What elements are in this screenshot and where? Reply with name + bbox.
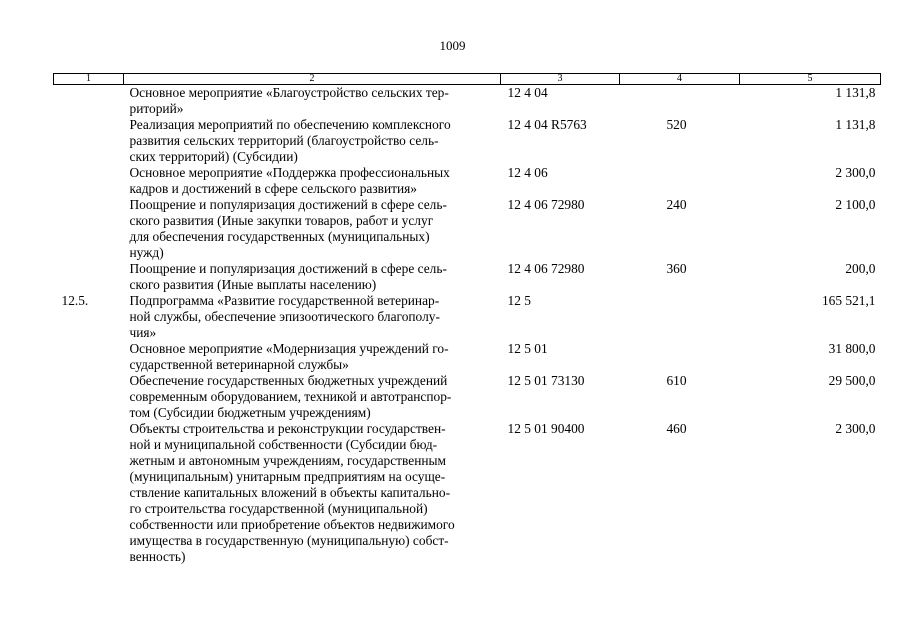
row-name-line: сударственной ветеринарной службы» (129, 357, 349, 372)
row-name-line: ной службы, обеспечение эпизоотического благополу- (129, 309, 440, 324)
row-amount: 29 500,0 (828, 373, 876, 388)
column-header-1: 1 (54, 74, 124, 85)
row-amount: 200,0 (845, 261, 876, 276)
column-header-5: 5 (740, 74, 881, 85)
row-number (54, 117, 124, 165)
row-name-line: современным оборудованием, техникой и автотранспор- (129, 389, 452, 404)
row-name (124, 341, 501, 373)
row-expense-type (620, 293, 740, 341)
table-row (54, 165, 881, 197)
row-name-line: собственности или приобретение объектов недвижимого (129, 517, 455, 532)
row-amount: 1 131,8 (835, 117, 876, 132)
row-name-line: венность) (129, 549, 186, 564)
table-header (54, 74, 881, 85)
column-header-4: 4 (620, 74, 740, 85)
row-number (54, 421, 124, 565)
table-body (54, 85, 881, 566)
table-row (54, 341, 881, 373)
row-expense-type: 610 (666, 373, 687, 388)
row-expense-type: 520 (666, 117, 687, 132)
row-number (54, 261, 124, 293)
row-name (124, 373, 501, 421)
row-expense-type: 360 (666, 261, 687, 276)
table-row (54, 85, 881, 118)
row-name-line: го строительства государственной (муниципальной) (129, 501, 428, 516)
row-amount: 2 300,0 (835, 165, 876, 180)
row-name (124, 197, 501, 261)
row-name-line: Объекты строительства и реконструкции государствен- (129, 421, 446, 436)
row-name-line: развития сельских территорий (благоустройство сель- (129, 133, 439, 148)
row-name-line: Основное мероприятие «Модернизация учреждений го- (129, 341, 449, 356)
row-code: 12 4 06 72980 (507, 261, 585, 276)
row-expense-type (620, 165, 740, 197)
row-name-line: ских территорий) (Субсидии) (129, 149, 298, 164)
row-name-line: жетным и автономным учреждениям, государственным (129, 453, 447, 468)
row-number (54, 165, 124, 197)
row-name-line: кадров и достижений в сфере сельского развития» (129, 181, 417, 196)
row-name-line: ной и муниципальной собственности (Субсидии бюд- (129, 437, 438, 452)
row-amount: 31 800,0 (828, 341, 876, 356)
row-name (124, 293, 501, 341)
row-name-line: Обеспечение государственных бюджетных учреждений (129, 373, 448, 388)
row-name (124, 165, 501, 197)
row-name-line: Основное мероприятие «Благоустройство сельских тер- (129, 85, 449, 100)
column-header-3: 3 (501, 74, 620, 85)
row-name-line: Подпрограмма «Развитие государственной ветеринар- (129, 293, 440, 308)
row-code: 12 4 06 72980 (507, 197, 585, 212)
row-name-line: чия» (129, 325, 157, 340)
row-name-line: том (Субсидии бюджетным учреждениям) (129, 405, 371, 420)
table-row (54, 117, 881, 165)
row-code: 12 4 06 (507, 165, 548, 180)
row-name-line: нужд) (129, 245, 164, 260)
row-name-line: имущества в государственную (муниципальную) собст- (129, 533, 449, 548)
row-expense-type: 460 (666, 421, 687, 436)
row-name-line: ского развития (Иные выплаты населению) (129, 277, 377, 292)
row-name-line: (муниципальным) унитарным предприятиям на осуще- (129, 469, 446, 484)
row-name (124, 421, 501, 565)
row-amount: 1 131,8 (835, 85, 876, 100)
table-row (54, 261, 881, 293)
row-name-line: Основное мероприятие «Поддержка профессиональных (129, 165, 450, 180)
row-code: 12 5 01 73130 (507, 373, 585, 388)
row-code: 12 5 01 (507, 341, 548, 356)
row-amount: 2 100,0 (835, 197, 876, 212)
row-name (124, 261, 501, 293)
row-expense-type: 240 (666, 197, 687, 212)
table-row (54, 197, 881, 261)
table-row (54, 293, 881, 341)
row-number: 12.5. (61, 293, 89, 308)
row-number (54, 341, 124, 373)
row-name-line: Реализация мероприятий по обеспечению комплексного (129, 117, 451, 132)
row-number (54, 373, 124, 421)
row-number (54, 85, 124, 118)
column-header-2: 2 (124, 74, 501, 85)
row-name (124, 85, 501, 118)
row-name-line: Поощрение и популяризация достижений в сфере сель- (129, 261, 447, 276)
column-number-row (54, 74, 881, 85)
row-name-line: для обеспечения государственных (муниципальных) (129, 229, 430, 244)
row-code: 12 4 04 R5763 (507, 117, 587, 132)
row-expense-type (620, 85, 740, 118)
row-amount: 2 300,0 (835, 421, 876, 436)
row-name-line: риторий» (129, 101, 184, 116)
row-code: 12 5 01 90400 (507, 421, 585, 436)
budget-table (53, 73, 881, 565)
table-row (54, 421, 881, 565)
row-number (54, 197, 124, 261)
row-amount: 165 521,1 (821, 293, 876, 308)
row-name-line: ского развития (Иные закупки товаров, работ и услуг (129, 213, 434, 228)
row-expense-type (620, 341, 740, 373)
row-name-line: Поощрение и популяризация достижений в сфере сель- (129, 197, 447, 212)
page-number: 1009 (439, 38, 466, 53)
row-code: 12 4 04 (507, 85, 548, 100)
row-name-line: ствление капитальных вложений в объекты капитально- (129, 485, 451, 500)
row-name (124, 117, 501, 165)
row-code: 12 5 (507, 293, 531, 308)
table-row (54, 373, 881, 421)
